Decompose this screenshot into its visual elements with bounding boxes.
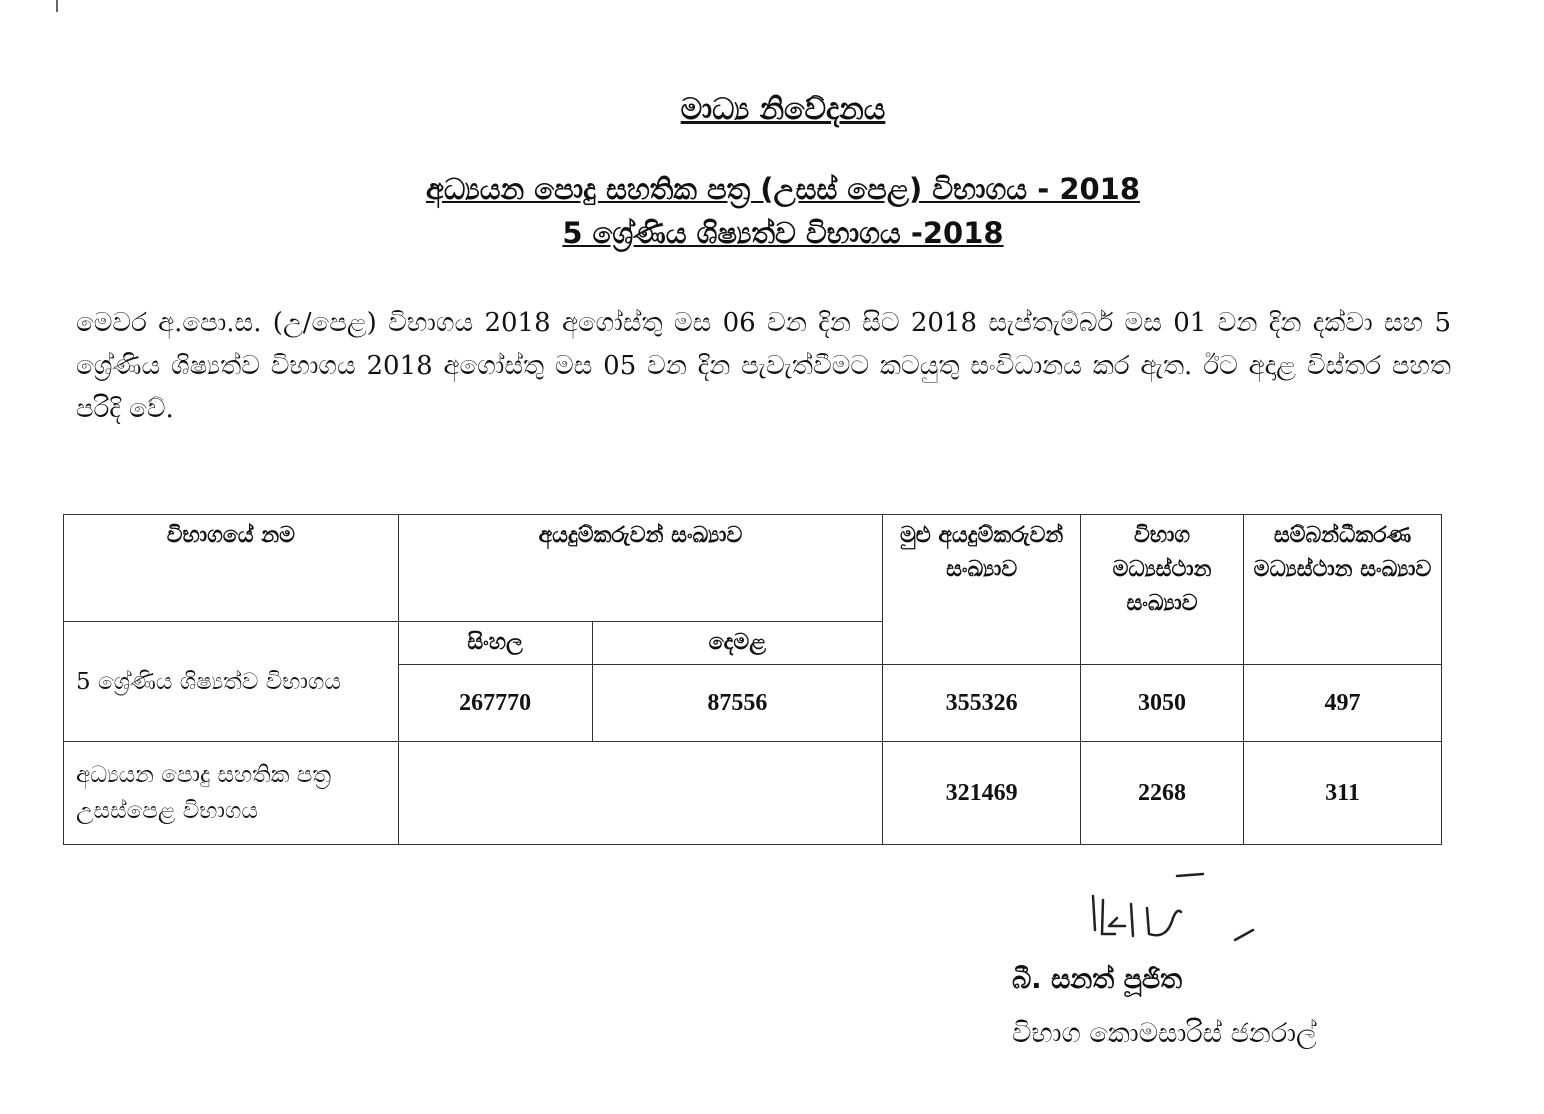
document-title: මාධ්‍ය නිවේදනය [680,92,886,127]
header-sinhala: සිංහල [398,622,592,665]
row-exam-name: 5 ශ්‍රේණිය ශිෂ්‍යත්ව විභාගය [64,622,399,742]
signatory-title: විභාග කොමසාරිස් ජනරාල් [1012,1018,1317,1049]
row-exam-name: අධ්‍යයන පොදු සහතික පත්‍ර උසස්පෙළ විභාගය [64,742,399,845]
scan-mark [56,0,58,12]
cell-total-applicants: 321469 [883,742,1081,845]
header-tamil: දෙමළ [592,622,883,665]
cell-exam-centres: 2268 [1081,742,1244,845]
cell-coordinating-centres: 497 [1244,665,1442,742]
signatory-name: බී. සනත් පූජිත [1012,964,1183,995]
cell-total-applicants: 355326 [883,665,1081,742]
cell-coordinating-centres: 311 [1244,742,1442,845]
header-exam-centres: විභාග මධ්‍යස්ථාන සංඛ්‍යාව [1081,515,1244,665]
document-subtitle-al: අධ්‍යයන පොදු සහතික පත්‍ර (උසස් පෙළ) විභාගය - 2018 [425,172,1141,206]
cell-tamil-count: 87556 [592,665,883,742]
header-applicants: අයදුම්කරුවන් සංඛ්‍යාව [398,515,883,622]
exam-statistics-table [63,514,1442,845]
cell-applicants-empty [398,742,883,845]
handwritten-signature [1085,868,1275,958]
cell-sinhala-count: 267770 [398,665,592,742]
table-row [64,742,1442,845]
intro-paragraph: මෙවර අ.පො.ස. (උ/පෙළ) විභාගය 2018 අගෝස්තු මස 06 වන දින සිට 2018 සැප්තැම්බර් මස 01 වන දින දක්වා සහ 5 ශ්‍රේණිය ශිෂ්‍යත්ව විභාගය 2018 අගෝස්තු මස 05 වන දින පැවැත්වීමට කටයුතු සංවිධානය කර ඇත. ඊට අදාළ විස්තර පහත පරිදි වේ. [76,308,1451,424]
header-total-applicants: මුළු අයදුම්කරුවන් සංඛ්‍යාව [883,515,1081,665]
cell-exam-centres: 3050 [1081,665,1244,742]
document-subtitle-scholarship: 5 ශ්‍රේණිය ශිෂ්‍යත්ව විභාගය -2018 [562,216,1004,250]
header-coordinating-centres: සම්බන්ධීකරණ මධ්‍යස්ථාන සංඛ්‍යාව [1244,515,1442,665]
table-header-row [64,515,1442,622]
header-exam-name: විභාගයේ නම [64,515,399,622]
